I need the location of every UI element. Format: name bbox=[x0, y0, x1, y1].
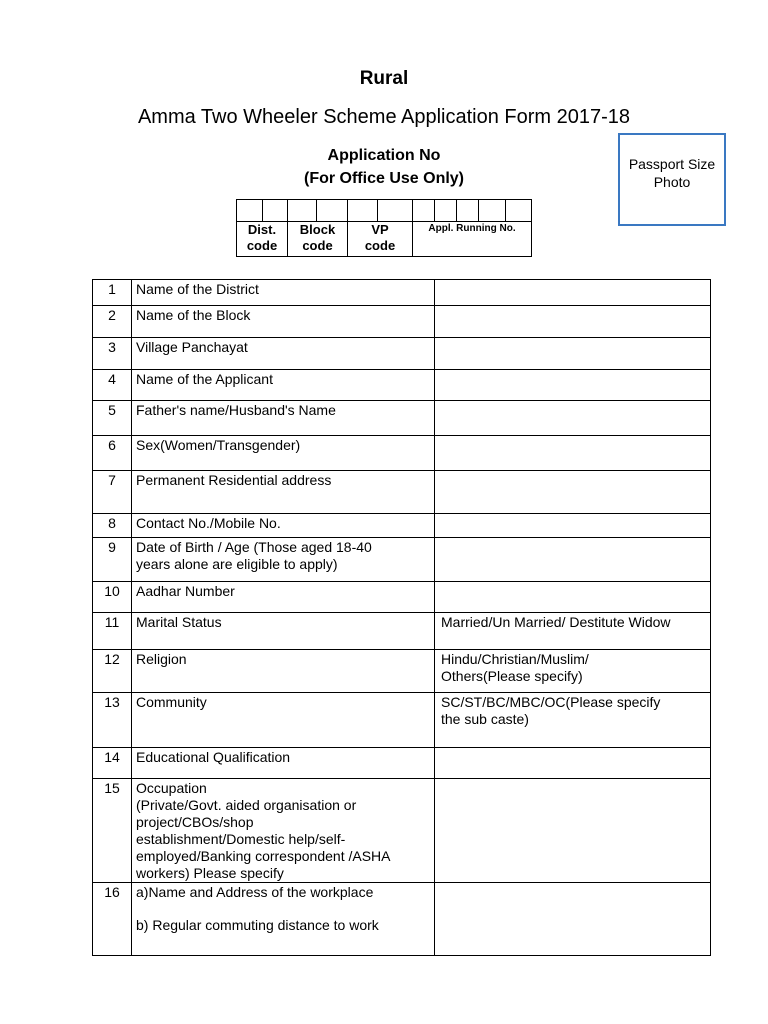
row-label: Name of the Block bbox=[132, 306, 435, 338]
row-label-line: Occupation bbox=[136, 780, 207, 796]
table-row bbox=[93, 538, 711, 582]
table-row bbox=[93, 582, 711, 613]
row-number: 12 bbox=[93, 650, 132, 693]
row-label: Educational Qualification bbox=[132, 748, 435, 779]
row-number: 5 bbox=[93, 401, 132, 436]
table-row bbox=[93, 693, 711, 748]
row-number: 14 bbox=[93, 748, 132, 779]
row-value-field[interactable] bbox=[435, 779, 711, 883]
table-row bbox=[93, 338, 711, 370]
row-label: Father's name/Husband's Name bbox=[132, 401, 435, 436]
table-row bbox=[93, 514, 711, 538]
row-value-field[interactable] bbox=[435, 582, 711, 613]
row-value-field[interactable] bbox=[435, 436, 711, 471]
row-label-line: years alone are eligible to apply) bbox=[136, 556, 338, 572]
row-value-field[interactable] bbox=[435, 280, 711, 306]
table-row bbox=[93, 306, 711, 338]
row-number: 16 bbox=[93, 883, 132, 956]
row-label: Contact No./Mobile No. bbox=[132, 514, 435, 538]
row-label-line: a)Name and Address of the workplace bbox=[136, 884, 374, 900]
passport-photo-box[interactable] bbox=[618, 133, 726, 226]
application-form-table bbox=[92, 279, 711, 956]
row-label-line: Date of Birth / Age (Those aged 18-40 bbox=[136, 539, 372, 555]
row-value-field[interactable] bbox=[435, 883, 711, 956]
row-value-options[interactable] bbox=[435, 650, 711, 693]
block-code-label bbox=[288, 222, 347, 254]
row-number: 11 bbox=[93, 613, 132, 650]
vp-code-line2: code bbox=[364, 238, 396, 253]
row-value-field[interactable] bbox=[435, 514, 711, 538]
row-label-line: establishment/Domestic help/self- bbox=[136, 831, 346, 847]
block-code-line2: code bbox=[302, 238, 333, 253]
table-row bbox=[93, 779, 711, 883]
row-label: Aadhar Number bbox=[132, 582, 435, 613]
row-value-field[interactable] bbox=[435, 471, 711, 514]
row-label-line: (Private/Govt. aided organisation or bbox=[136, 797, 357, 813]
dist-code-line2: code bbox=[246, 238, 278, 253]
row-number: 13 bbox=[93, 693, 132, 748]
row-value-field[interactable] bbox=[435, 338, 711, 370]
form-rural-heading: Rural bbox=[359, 68, 409, 89]
row-number: 10 bbox=[93, 582, 132, 613]
row-label: Sex(Women/Transgender) bbox=[132, 436, 435, 471]
row-number: 2 bbox=[93, 306, 132, 338]
table-row bbox=[93, 471, 711, 514]
row-label: Religion bbox=[132, 650, 435, 693]
row-label-line: workers) Please specify bbox=[136, 865, 284, 881]
table-row bbox=[93, 613, 711, 650]
row-value-options[interactable] bbox=[435, 693, 711, 748]
table-row bbox=[93, 436, 711, 471]
photo-label-line1: Passport Size bbox=[628, 156, 716, 172]
row-number: 8 bbox=[93, 514, 132, 538]
running-no-label: Appl. Running No. bbox=[428, 223, 516, 234]
row-label-line: project/CBOs/shop bbox=[136, 814, 254, 830]
application-no-label: Application No bbox=[327, 147, 441, 164]
row-value-field[interactable] bbox=[435, 306, 711, 338]
row-value-options[interactable]: Married/Un Married/ Destitute Widow bbox=[435, 613, 711, 650]
row-value-line: Others(Please specify) bbox=[441, 668, 583, 684]
row-label: Name of the District bbox=[132, 280, 435, 306]
table-row bbox=[93, 370, 711, 401]
table-row bbox=[93, 748, 711, 779]
row-value-line: SC/ST/BC/MBC/OC(Please specify bbox=[441, 694, 661, 710]
application-code-box bbox=[236, 199, 532, 257]
row-label-line: employed/Banking correspondent /ASHA bbox=[136, 848, 391, 864]
table-row bbox=[93, 650, 711, 693]
photo-label-line2: Photo bbox=[653, 174, 691, 190]
row-label-line: b) Regular commuting distance to work bbox=[136, 917, 379, 933]
table-row bbox=[93, 883, 711, 956]
row-label: Village Panchayat bbox=[132, 338, 435, 370]
row-number: 1 bbox=[93, 280, 132, 306]
row-number: 9 bbox=[93, 538, 132, 582]
table-row bbox=[93, 280, 711, 306]
row-value-field[interactable] bbox=[435, 538, 711, 582]
row-value-line: Hindu/Christian/Muslim/ bbox=[441, 651, 589, 667]
office-use-label: (For Office Use Only) bbox=[303, 170, 465, 187]
row-number: 7 bbox=[93, 471, 132, 514]
row-label bbox=[132, 779, 435, 883]
row-label: Name of the Applicant bbox=[132, 370, 435, 401]
row-number: 4 bbox=[93, 370, 132, 401]
table-row bbox=[93, 401, 711, 436]
row-number: 3 bbox=[93, 338, 132, 370]
block-code-line1: Block bbox=[299, 222, 336, 237]
dist-code-line1: Dist. bbox=[247, 222, 277, 237]
vp-code-line1: VP bbox=[371, 222, 389, 237]
row-number: 6 bbox=[93, 436, 132, 471]
vp-code-label bbox=[348, 222, 412, 254]
row-label bbox=[132, 538, 435, 582]
row-label: Marital Status bbox=[132, 613, 435, 650]
row-value-line: the sub caste) bbox=[441, 711, 529, 727]
row-label: Permanent Residential address bbox=[132, 471, 435, 514]
row-label: Community bbox=[132, 693, 435, 748]
row-value-field[interactable] bbox=[435, 401, 711, 436]
row-label bbox=[132, 883, 435, 956]
application-no-heading bbox=[234, 144, 534, 190]
row-value-field[interactable] bbox=[435, 748, 711, 779]
dist-code-label bbox=[237, 222, 287, 254]
row-value-field[interactable] bbox=[435, 370, 711, 401]
form-title: Amma Two Wheeler Scheme Application Form 2017-18 bbox=[137, 106, 631, 128]
row-number: 15 bbox=[93, 779, 132, 883]
